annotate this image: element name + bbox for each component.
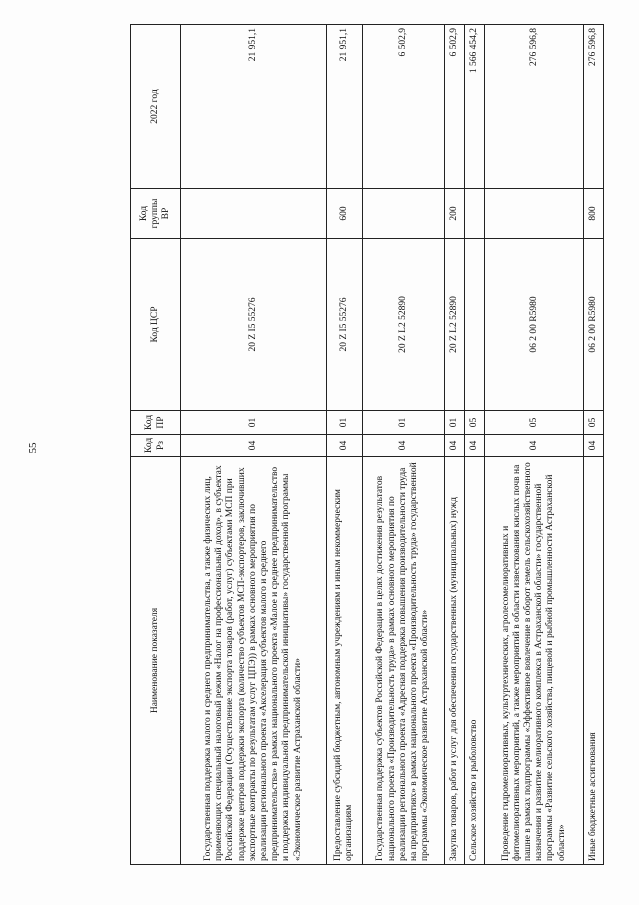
row-vr: 600 [326, 189, 362, 239]
row-rz: 04 [485, 435, 584, 457]
header-pr: Код ПР [131, 411, 181, 435]
header-name: Наименование показателя [131, 457, 181, 865]
row-rz: 04 [445, 435, 465, 457]
row-csr: 06 2 00 R5980 [485, 239, 584, 411]
row-2022: 276 596,8 [584, 25, 604, 189]
row-name: Проведение гидромелиоративных, культуртехнических, агролесомелиоративных и фитомелиоративных мероприятий, а также мероприятий в области известкования кислых почв на пашне в рамках подпрограммы «Эффективное вовлечение в оборот земель сельскохозяйственного назначения и развитие мелиоративного комплекса в Астраханской области» государственной программы «Развитие сельского хозяйства, пищевой и рыбной промышленности Астраханской области» [485, 457, 584, 865]
row-name: Сельское хозяйство и рыболовство [465, 457, 485, 865]
row-csr: 20 Z I5 55276 [326, 239, 362, 411]
row-rz: 04 [181, 435, 327, 457]
row-csr [465, 239, 485, 411]
row-pr: 05 [485, 411, 584, 435]
row-2022: 21 951,1 [326, 25, 362, 189]
row-2022: 1 566 454,2 [465, 25, 485, 189]
row-csr: 20 Z L2 52890 [362, 239, 445, 411]
table-row [362, 25, 445, 865]
row-pr: 01 [445, 411, 465, 435]
row-vr: 800 [584, 189, 604, 239]
table-row [465, 25, 485, 865]
row-pr: 01 [362, 411, 445, 435]
header-2022: 2022 год [131, 25, 181, 189]
table-row [445, 25, 465, 865]
row-rz: 04 [362, 435, 445, 457]
budget-table [130, 24, 604, 865]
row-name: Закупка товаров, работ и услуг для обеспечения государственных (муниципальных) нужд [445, 457, 465, 865]
row-rz: 04 [584, 435, 604, 457]
row-name: Государственная поддержка субъектов Российской Федерации в целях достижения результатов национального проекта «Производительность труда» в рамках основного мероприятия по реализации регионального проекта «Адресная поддержка повышения производительности труда на предприятиях» в рамках национального проекта «Производительность труда» государственной программы «Экономическое развитие Астраханской области» [362, 457, 445, 865]
table-row [326, 25, 362, 865]
row-name: Государственная поддержка малого и среднего предпринимательства, а также физических лиц, применяющих специальный налоговый режим «Налог на профессиональный доход», в субъектах Российской Федерации (Осуществление экспорта товаров (работ, услуг) субъектами МСП при поддержке центров поддержки экспорта (количество субъектов МСП-экспортеров, заключивших экспортные контракты по результатам услуг ЦПЭ)) в рамках основного мероприятия по реализации регионального проекта «Акселерация субъектов малого и среднего предпринимательства» в рамках национального проекта «Малое и среднее предпринимательство и поддержка индивидуальной предпринимательской инициативы» государственной программы «Экономическое развитие Астраханской области» [181, 457, 327, 865]
row-csr: 20 Z L2 52890 [445, 239, 465, 411]
row-pr: 01 [326, 411, 362, 435]
row-2022: 6 502,9 [445, 25, 465, 189]
row-vr [362, 189, 445, 239]
page-number: 55 [27, 442, 39, 454]
table-row [584, 25, 604, 865]
row-pr: 05 [584, 411, 604, 435]
row-pr: 05 [465, 411, 485, 435]
table-row [181, 25, 327, 865]
row-vr: 200 [445, 189, 465, 239]
row-pr: 01 [181, 411, 327, 435]
row-vr [465, 189, 485, 239]
row-2022: 276 596,8 [485, 25, 584, 189]
table-header-row [131, 25, 181, 865]
row-vr [181, 189, 327, 239]
row-name: Иные бюджетные ассигнования [584, 457, 604, 865]
rotated-table-wrapper [130, 25, 604, 865]
row-2022: 6 502,9 [362, 25, 445, 189]
header-vr: Код группы ВР [131, 189, 181, 239]
row-csr: 20 Z I5 55276 [181, 239, 327, 411]
header-csr: Код ЦСР [131, 239, 181, 411]
row-vr [485, 189, 584, 239]
row-rz: 04 [465, 435, 485, 457]
row-rz: 04 [326, 435, 362, 457]
row-2022: 21 951,1 [181, 25, 327, 189]
row-name: Предоставление субсидий бюджетным, автономным учреждениям и иным некоммерческим организациям [326, 457, 362, 865]
table-row [485, 25, 584, 865]
row-csr: 06 2 00 R5980 [584, 239, 604, 411]
header-rz: Код Рз [131, 435, 181, 457]
